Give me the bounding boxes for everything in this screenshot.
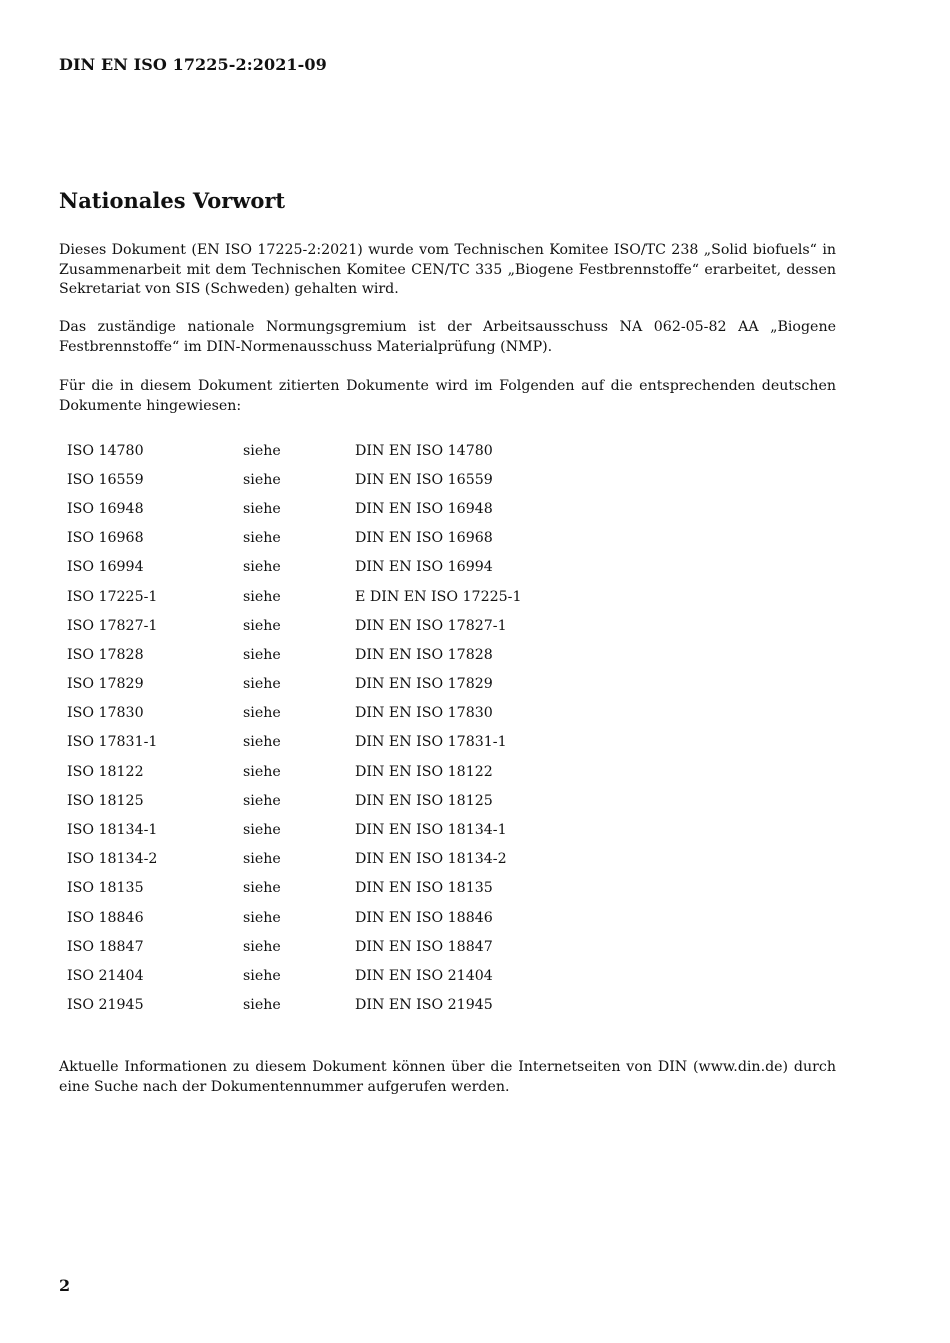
see-label: siehe	[243, 705, 281, 722]
see-label: siehe	[243, 734, 281, 751]
see-label: siehe	[243, 909, 281, 926]
document-id-header: DIN EN ISO 17225-2:2021-09	[59, 55, 327, 74]
table-row	[67, 699, 655, 728]
din-reference: DIN EN ISO 18847	[355, 938, 493, 955]
din-reference: DIN EN ISO 18135	[355, 880, 493, 897]
page-number: 2	[59, 1276, 71, 1295]
din-reference: DIN EN ISO 17830	[355, 705, 493, 722]
din-reference: E DIN EN ISO 17225-1	[355, 588, 522, 605]
table-row	[67, 991, 655, 1020]
see-label: siehe	[243, 530, 281, 547]
see-label: siehe	[243, 997, 281, 1014]
din-reference: DIN EN ISO 16948	[355, 500, 493, 517]
din-reference: DIN EN ISO 18846	[355, 909, 493, 926]
table-row	[67, 670, 655, 699]
din-reference: DIN EN ISO 17827-1	[355, 617, 507, 634]
see-label: siehe	[243, 500, 281, 517]
iso-reference: ISO 16994	[67, 559, 144, 576]
iso-reference: ISO 18125	[67, 792, 144, 809]
iso-reference: ISO 21404	[67, 967, 144, 984]
iso-reference: ISO 17831-1	[67, 734, 158, 751]
din-reference: DIN EN ISO 14780	[355, 442, 493, 459]
iso-reference: ISO 17830	[67, 705, 144, 722]
din-reference: DIN EN ISO 17828	[355, 646, 493, 663]
iso-reference: ISO 18122	[67, 763, 144, 780]
iso-reference: ISO 17828	[67, 646, 144, 663]
table-row	[67, 524, 655, 553]
iso-reference: ISO 17827-1	[67, 617, 158, 634]
see-label: siehe	[243, 792, 281, 809]
reference-table	[67, 436, 655, 1020]
din-reference: DIN EN ISO 18122	[355, 763, 493, 780]
iso-reference: ISO 18134-2	[67, 851, 158, 868]
see-label: siehe	[243, 471, 281, 488]
iso-reference: ISO 21945	[67, 997, 144, 1014]
iso-reference: ISO 17829	[67, 676, 144, 693]
din-reference: DIN EN ISO 18134-1	[355, 822, 507, 839]
table-row	[67, 553, 655, 582]
see-label: siehe	[243, 559, 281, 576]
table-row	[67, 874, 655, 903]
din-reference: DIN EN ISO 21404	[355, 967, 493, 984]
iso-reference: ISO 18134-1	[67, 822, 158, 839]
din-reference: DIN EN ISO 18134-2	[355, 851, 507, 868]
table-row	[67, 786, 655, 815]
table-row	[67, 903, 655, 932]
see-label: siehe	[243, 676, 281, 693]
iso-reference: ISO 18846	[67, 909, 144, 926]
iso-reference: ISO 17225-1	[67, 588, 158, 605]
iso-reference: ISO 18847	[67, 938, 144, 955]
see-label: siehe	[243, 880, 281, 897]
table-row	[67, 845, 655, 874]
iso-reference: ISO 16948	[67, 500, 144, 517]
table-row	[67, 932, 655, 961]
din-reference: DIN EN ISO 18125	[355, 792, 493, 809]
table-row	[67, 728, 655, 757]
see-label: siehe	[243, 851, 281, 868]
table-row	[67, 611, 655, 640]
see-label: siehe	[243, 938, 281, 955]
iso-reference: ISO 16968	[67, 530, 144, 547]
din-reference: DIN EN ISO 21945	[355, 997, 493, 1014]
table-row	[67, 582, 655, 611]
din-reference: DIN EN ISO 16559	[355, 471, 493, 488]
table-row	[67, 961, 655, 990]
iso-reference: ISO 16559	[67, 471, 144, 488]
din-reference: DIN EN ISO 16968	[355, 530, 493, 547]
see-label: siehe	[243, 588, 281, 605]
din-reference: DIN EN ISO 17829	[355, 676, 493, 693]
paragraph-references-intro: Für die in diesem Dokument zitierten Dokumente wird im Folgenden auf die entsprechenden deutschen Dokumente hingewiesen:	[59, 378, 836, 414]
see-label: siehe	[243, 822, 281, 839]
table-row	[67, 757, 655, 786]
table-row	[67, 494, 655, 523]
see-label: siehe	[243, 617, 281, 634]
paragraph-committee: Dieses Dokument (EN ISO 17225-2:2021) wurde vom Technischen Komitee ISO/TC 238 „Solid biofuels“ in Zusammenarbeit mit dem Technischen Komitee CEN/TC 335 „Biogene Festbrennstoffe“ erarbeitet, dessen Sekretariat von SIS (Schweden) gehalten wird.	[59, 242, 836, 297]
din-reference: DIN EN ISO 17831-1	[355, 734, 507, 751]
see-label: siehe	[243, 442, 281, 459]
paragraph-national-body: Das zuständige nationale Normungsgremium ist der Arbeitsausschuss NA 062-05-82 AA „Biogene Festbrennstoffe“ im DIN-Normenausschuss Materialprüfung (NMP).	[59, 319, 836, 355]
see-label: siehe	[243, 967, 281, 984]
table-row	[67, 465, 655, 494]
section-title: Nationales Vorwort	[59, 188, 286, 213]
see-label: siehe	[243, 646, 281, 663]
iso-reference: ISO 18135	[67, 880, 144, 897]
see-label: siehe	[243, 763, 281, 780]
table-row	[67, 436, 655, 465]
table-row	[67, 815, 655, 844]
table-row	[67, 640, 655, 669]
din-reference: DIN EN ISO 16994	[355, 559, 493, 576]
paragraph-current-info: Aktuelle Informationen zu diesem Dokument können über die Internetseiten von DIN (www.din.de) durch eine Suche nach der Dokumentennummer aufgerufen werden.	[59, 1059, 836, 1095]
iso-reference: ISO 14780	[67, 442, 144, 459]
